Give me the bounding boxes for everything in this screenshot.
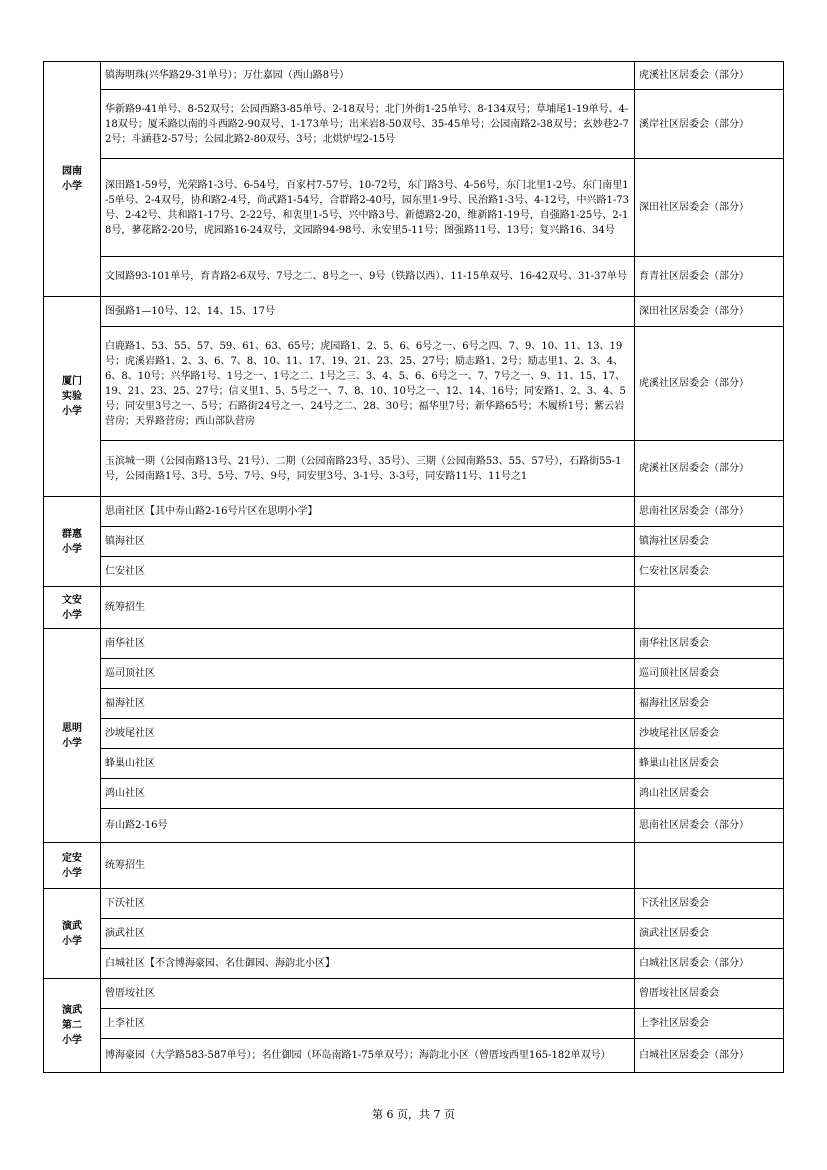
table-row [44, 689, 784, 719]
table-row [44, 90, 784, 159]
area-cell: 统筹招生 [101, 843, 635, 889]
school-name-line: 小学 [62, 737, 82, 749]
table-row [44, 659, 784, 689]
committee-cell: 深田社区居委会（部分） [635, 297, 784, 327]
area-cell: 南华社区 [101, 629, 635, 659]
committee-cell [635, 843, 784, 889]
school-name-line: 小学 [62, 406, 82, 417]
area-cell: 统筹招生 [101, 587, 635, 629]
school-name-cell [44, 497, 101, 587]
area-cell: 蜂巢山社区 [101, 749, 635, 779]
school-name-line: 演武 [62, 1005, 82, 1016]
committee-cell: 思南社区居委会（部分） [635, 809, 784, 843]
area-cell: 镇海社区 [101, 527, 635, 557]
table-row [44, 257, 784, 297]
table-row [44, 629, 784, 659]
area-cell: 鸿山社区 [101, 779, 635, 809]
table-row [44, 1039, 784, 1073]
area-cell: 图强路1—10号、12、14、15、17号 [101, 297, 635, 327]
area-cell: 镇海明珠(兴华路29-31单号）；万仕嘉园（西山路8号） [101, 62, 635, 90]
committee-cell: 演武社区居委会 [635, 919, 784, 949]
school-name-line: 小学 [62, 181, 82, 192]
area-cell: 仁安社区 [101, 557, 635, 587]
committee-cell: 福海社区居委会 [635, 689, 784, 719]
school-name-line: 演武 [62, 920, 82, 932]
committee-cell: 虎溪社区居委会（部分） [635, 62, 784, 90]
committee-cell: 蜂巢山社区居委会 [635, 749, 784, 779]
table-row [44, 557, 784, 587]
committee-cell: 曾厝垵社区居委会 [635, 979, 784, 1009]
table-row [44, 587, 784, 629]
enrollment-zone-table [43, 61, 784, 1073]
area-cell: 上李社区 [101, 1009, 635, 1039]
area-cell: 玉滨城一期（公园南路13号、21号）、二期（公园南路23号、35号）、三期（公园南路53、55、57号），石路街55-1号，公园南路1号、3号、5号、7号、9号，同安里3号、3-1号、3-3号，同安路11号、11号之1 [101, 441, 635, 497]
area-cell: 白鹿路1、53、55、57、59、61、63、65号；虎园路1、2、5、6、6号之一、6号之四、7、9、10、11、13、19号；虎溪岩路1、2、3、6、7、8、10、11、17、19、21、23、25、27号；励志路1、2号；励志里1、2、3、4、6、8、10号；兴华路1号、1号之一、1号之二、1号之三、3、4、5、6、6号之一、7、7号之一、9、11、15、17、19、21、23、25、27号；信义里1、5、5号之一、7、8、10、10号之一、12、14、16号；同安路1、2、3、4、5号；同安里3号之一、5号；石路街24号之一、24号之二、28、30号；福华里7号；新华路65号；木履桥1号；紫云岩营房；天界路营房；西山部队营房 [101, 327, 635, 441]
school-name-cell [44, 297, 101, 497]
area-cell: 福海社区 [101, 689, 635, 719]
table-row [44, 843, 784, 889]
committee-cell: 白城社区居委会（部分） [635, 1039, 784, 1073]
table-row [44, 779, 784, 809]
school-name-cell [44, 62, 101, 297]
school-name-line: 第二 [62, 1020, 82, 1031]
committee-cell: 深田社区居委会（部分） [635, 159, 784, 257]
table-row [44, 527, 784, 557]
committee-cell [635, 587, 784, 629]
table-row [44, 159, 784, 257]
table-row [44, 62, 784, 90]
area-cell: 巡司顶社区 [101, 659, 635, 689]
school-name-line: 小学 [62, 543, 82, 555]
school-name-line: 群惠 [62, 528, 82, 540]
table-row [44, 809, 784, 843]
table-row [44, 1009, 784, 1039]
committee-cell: 思南社区居委会（部分） [635, 497, 784, 527]
committee-cell: 白城社区居委会（部分） [635, 949, 784, 979]
area-cell: 华新路9-41单号、8-52双号；公园西路3-85单号、2-18双号；北门外街1-25单号、8-134双号；草埔尾1-19单号、4-18双号；厦禾路以南的斗西路2-90双号、1-173单号；出米岩8-50双号、35-45单号；公园南路2-38双号；玄妙巷2-72号；斗涵巷2-57号；公园北路2-80双号、3号；北烘炉埕2-15号 [101, 90, 635, 159]
school-name-cell [44, 889, 101, 979]
committee-cell: 仁安社区居委会 [635, 557, 784, 587]
committee-cell: 上李社区居委会 [635, 1009, 784, 1039]
school-name-line: 厦门 [62, 376, 82, 387]
school-name-line: 定安 [62, 852, 82, 864]
area-cell: 文园路93-101单号，育青路2-6双号、7号之二、8号之一、9号（铁路以西）、11-15单双号、16-42双号、31-37单号 [101, 257, 635, 297]
school-name-cell [44, 843, 101, 889]
table-body [44, 62, 784, 1073]
committee-cell: 鸿山社区居委会 [635, 779, 784, 809]
table-row [44, 889, 784, 919]
area-cell: 白城社区【不含博海豪园、名仕御园、海韵北小区】 [101, 949, 635, 979]
school-name-line: 思明 [62, 722, 82, 734]
committee-cell: 沙坡尾社区居委会 [635, 719, 784, 749]
school-name-cell [44, 629, 101, 843]
area-cell: 深田路1-59号，光荣路1-3号、6-54号，百家村7-57号、10-72号，东门路3号、4-56号，东门北里1-2号、东门南里1-5单号、2-4双号，协和路2-4号，尚武路1-54号，合群路2-40号，园东里1-9号、民治路1-3号、4-12号，中兴路1-73号、2-42号、共和路1-17号、2-22号、和衷里1-5号、兴中路3号、新德路2-20，维新路1-19号，自强路1-25号、2-18号，蓼花路2-20号，虎园路16-24双号，文园路94-98号、永安里5-11号；图强路11号、13号；复兴路16、34号 [101, 159, 635, 257]
area-cell: 沙坡尾社区 [101, 719, 635, 749]
school-name-line: 园南 [62, 166, 82, 177]
table-row [44, 919, 784, 949]
table-row [44, 297, 784, 327]
table-row [44, 719, 784, 749]
school-name-line: 文安 [62, 594, 82, 606]
area-cell: 寿山路2-16号 [101, 809, 635, 843]
committee-cell: 下沃社区居委会 [635, 889, 784, 919]
school-name-line: 小学 [62, 935, 82, 947]
school-name-line: 小学 [62, 609, 82, 621]
area-cell: 演武社区 [101, 919, 635, 949]
committee-cell: 镇海社区居委会 [635, 527, 784, 557]
committee-cell: 虎溪社区居委会（部分） [635, 327, 784, 441]
committee-cell: 育青社区居委会（部分） [635, 257, 784, 297]
table-row [44, 327, 784, 441]
area-cell: 曾厝垵社区 [101, 979, 635, 1009]
table-row [44, 749, 784, 779]
table-row [44, 949, 784, 979]
page-footer: 第 6 页，共 7 页 [372, 1108, 455, 1121]
area-cell: 下沃社区 [101, 889, 635, 919]
table-row [44, 441, 784, 497]
table-row [44, 497, 784, 527]
committee-cell: 巡司顶社区居委会 [635, 659, 784, 689]
school-name-cell [44, 587, 101, 629]
table-row [44, 979, 784, 1009]
school-name-cell [44, 979, 101, 1073]
area-cell: 博海豪园（大学路583-587单号）；名仕御园（环岛南路1-75单双号）；海韵北小区（曾厝垵西里165-182单双号） [101, 1039, 635, 1073]
committee-cell: 南华社区居委会 [635, 629, 784, 659]
committee-cell: 溪岸社区居委会（部分） [635, 90, 784, 159]
committee-cell: 虎溪社区居委会（部分） [635, 441, 784, 497]
school-name-line: 小学 [62, 867, 82, 879]
school-name-line: 实验 [62, 391, 82, 402]
area-cell: 思南社区【其中寿山路2-16号片区在思明小学】 [101, 497, 635, 527]
school-name-line: 小学 [62, 1035, 82, 1046]
